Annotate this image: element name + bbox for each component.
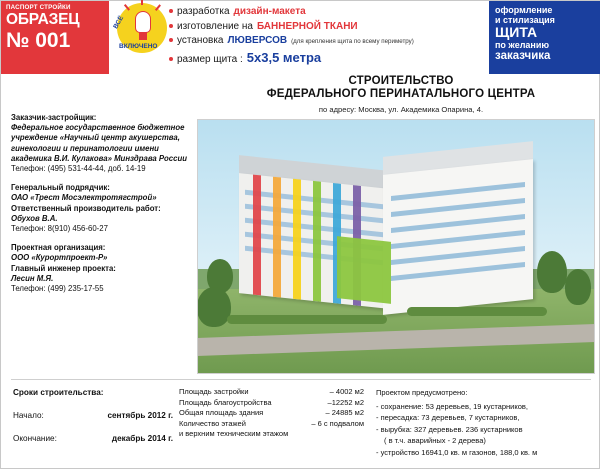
schedule-value: декабрь 2014 г. xyxy=(111,434,173,443)
bullet-prefix: разработка xyxy=(177,6,230,17)
sample-label: ОБРАЗЕЦ xyxy=(6,11,80,28)
title-address: по адресу: Москва, ул. Академика Опарина, 4. xyxy=(318,105,484,114)
designer-role: Главный инженер проекта: xyxy=(11,263,116,273)
list-item xyxy=(169,21,489,32)
title-line-1: СТРОИТЕЛЬСТВО xyxy=(348,75,454,87)
contractor-name: ОАО «Трест Мосэлектротягстрой» xyxy=(11,193,157,203)
metric-row xyxy=(179,398,364,409)
schedule-heading: Сроки строительства: xyxy=(13,388,104,397)
plan-item: - вырубка: 327 деревьев. 236 кустарников xyxy=(376,424,523,434)
title-line-2: ФЕДЕРАЛЬНОГО ПЕРИНАТАЛЬНОГО ЦЕНТРА xyxy=(266,88,536,100)
page-title xyxy=(206,75,596,114)
client-block xyxy=(11,113,193,174)
metric-label: Общая площадь здания xyxy=(179,408,264,418)
passport-badge xyxy=(1,1,109,74)
contractor-person: Обухов В.А. xyxy=(11,213,58,223)
style-line-4: по желанию xyxy=(495,40,550,50)
metric-row xyxy=(179,429,364,440)
style-line-2: и стилизация xyxy=(495,15,555,25)
logo-text xyxy=(111,0,173,61)
schedule-row xyxy=(13,410,173,422)
metric-row xyxy=(179,408,364,419)
info-column xyxy=(11,113,193,303)
bullet-prefix: размер щита : xyxy=(177,53,243,65)
client-phone: Телефон: (495) 531-44-44, доб. 14-19 xyxy=(11,164,146,174)
metric-label: Количество этажей xyxy=(179,418,246,428)
style-line-3: ЩИТА xyxy=(495,24,538,40)
plan-heading: Проектом предусмотрено: xyxy=(376,388,468,397)
bullet-note: (для крепления щита по всему периметру) xyxy=(291,38,414,45)
all-inclusive-logo xyxy=(111,0,173,63)
metric-label: Площадь застройки xyxy=(179,387,249,396)
building-rendering xyxy=(197,119,595,374)
list-item xyxy=(169,35,489,46)
metric-value: –12252 м2 xyxy=(327,397,364,407)
contractor-heading: Генеральный подрядчик: xyxy=(11,183,110,193)
schedule-label: Начало: xyxy=(13,411,44,420)
passport-label: ПАСПОРТ СТРОЙКИ xyxy=(6,4,71,11)
contractor-block xyxy=(11,183,193,234)
list-item xyxy=(169,6,489,17)
bullet-accent: 5х3,5 метра xyxy=(246,49,322,65)
bullet-accent: ЛЮВЕРСОВ xyxy=(227,35,288,46)
list-item xyxy=(169,50,489,65)
plan-item: - пересадка: 73 деревьев, 7 кустарников, xyxy=(376,413,520,423)
designer-block xyxy=(11,243,193,294)
metric-value: – 6 с подвалом xyxy=(311,418,364,428)
plan-item: - сохранение: 53 деревьев, 19 кустарников, xyxy=(376,401,528,411)
metric-row xyxy=(179,387,364,398)
logo-word-1: ВСЁ xyxy=(112,14,126,31)
contractor-role: Ответственный производитель работ: xyxy=(11,203,161,213)
bullet-prefix: изготовление на xyxy=(177,20,253,32)
metrics-block xyxy=(179,387,364,440)
style-line-1: оформление xyxy=(495,5,553,15)
client-name: Федеральное государственное бюджетное учреждение «Научный центр акушерства, гинекологии и перинатологии имени академика В.И. Кулакова» Минздрава России xyxy=(11,123,187,163)
designer-heading: Проектная организация: xyxy=(11,243,106,253)
designer-phone: Телефон: (499) 235-17-55 xyxy=(11,284,104,294)
designer-name: ООО «Курортпроект-Р» xyxy=(11,253,108,263)
schedule-row xyxy=(13,433,173,445)
contractor-phone: Телефон: 8(910) 456-60-27 xyxy=(11,224,108,234)
designer-person: Лесин М.Я. xyxy=(11,273,54,283)
image-frame xyxy=(197,119,595,374)
plan-block xyxy=(376,387,594,459)
bullet-accent: БАННЕРНОЙ ТКАНИ xyxy=(256,20,358,32)
metric-label: Площадь благоустройства xyxy=(179,397,272,407)
bullet-accent: дизайн-макета xyxy=(233,6,306,17)
metric-value: – 4002 м2 xyxy=(329,387,364,396)
top-bar xyxy=(1,1,600,74)
metric-value: – 24885 м2 xyxy=(325,408,364,418)
sample-number: № 001 xyxy=(6,29,71,52)
style-line-5: заказчика xyxy=(495,50,551,62)
metric-label: и верхним техническим этажом xyxy=(179,429,289,439)
style-note-box xyxy=(489,1,600,74)
logo-word-2: ВКЛЮЧЕНО xyxy=(119,43,158,50)
client-heading: Заказчик-застройщик: xyxy=(11,113,97,122)
schedule-label: Окончание: xyxy=(13,434,57,443)
plan-item: - устройство 16941,0 кв. м газонов, 188,0 кв. м xyxy=(376,447,538,457)
schedule-value: сентябрь 2012 г. xyxy=(107,411,173,420)
bullet-prefix: установка xyxy=(177,35,224,46)
metric-row xyxy=(179,419,364,430)
schedule-block xyxy=(13,387,173,445)
plan-item-note: ( в т.ч. аварийных - 2 дерева) xyxy=(384,436,486,446)
divider xyxy=(11,379,591,380)
